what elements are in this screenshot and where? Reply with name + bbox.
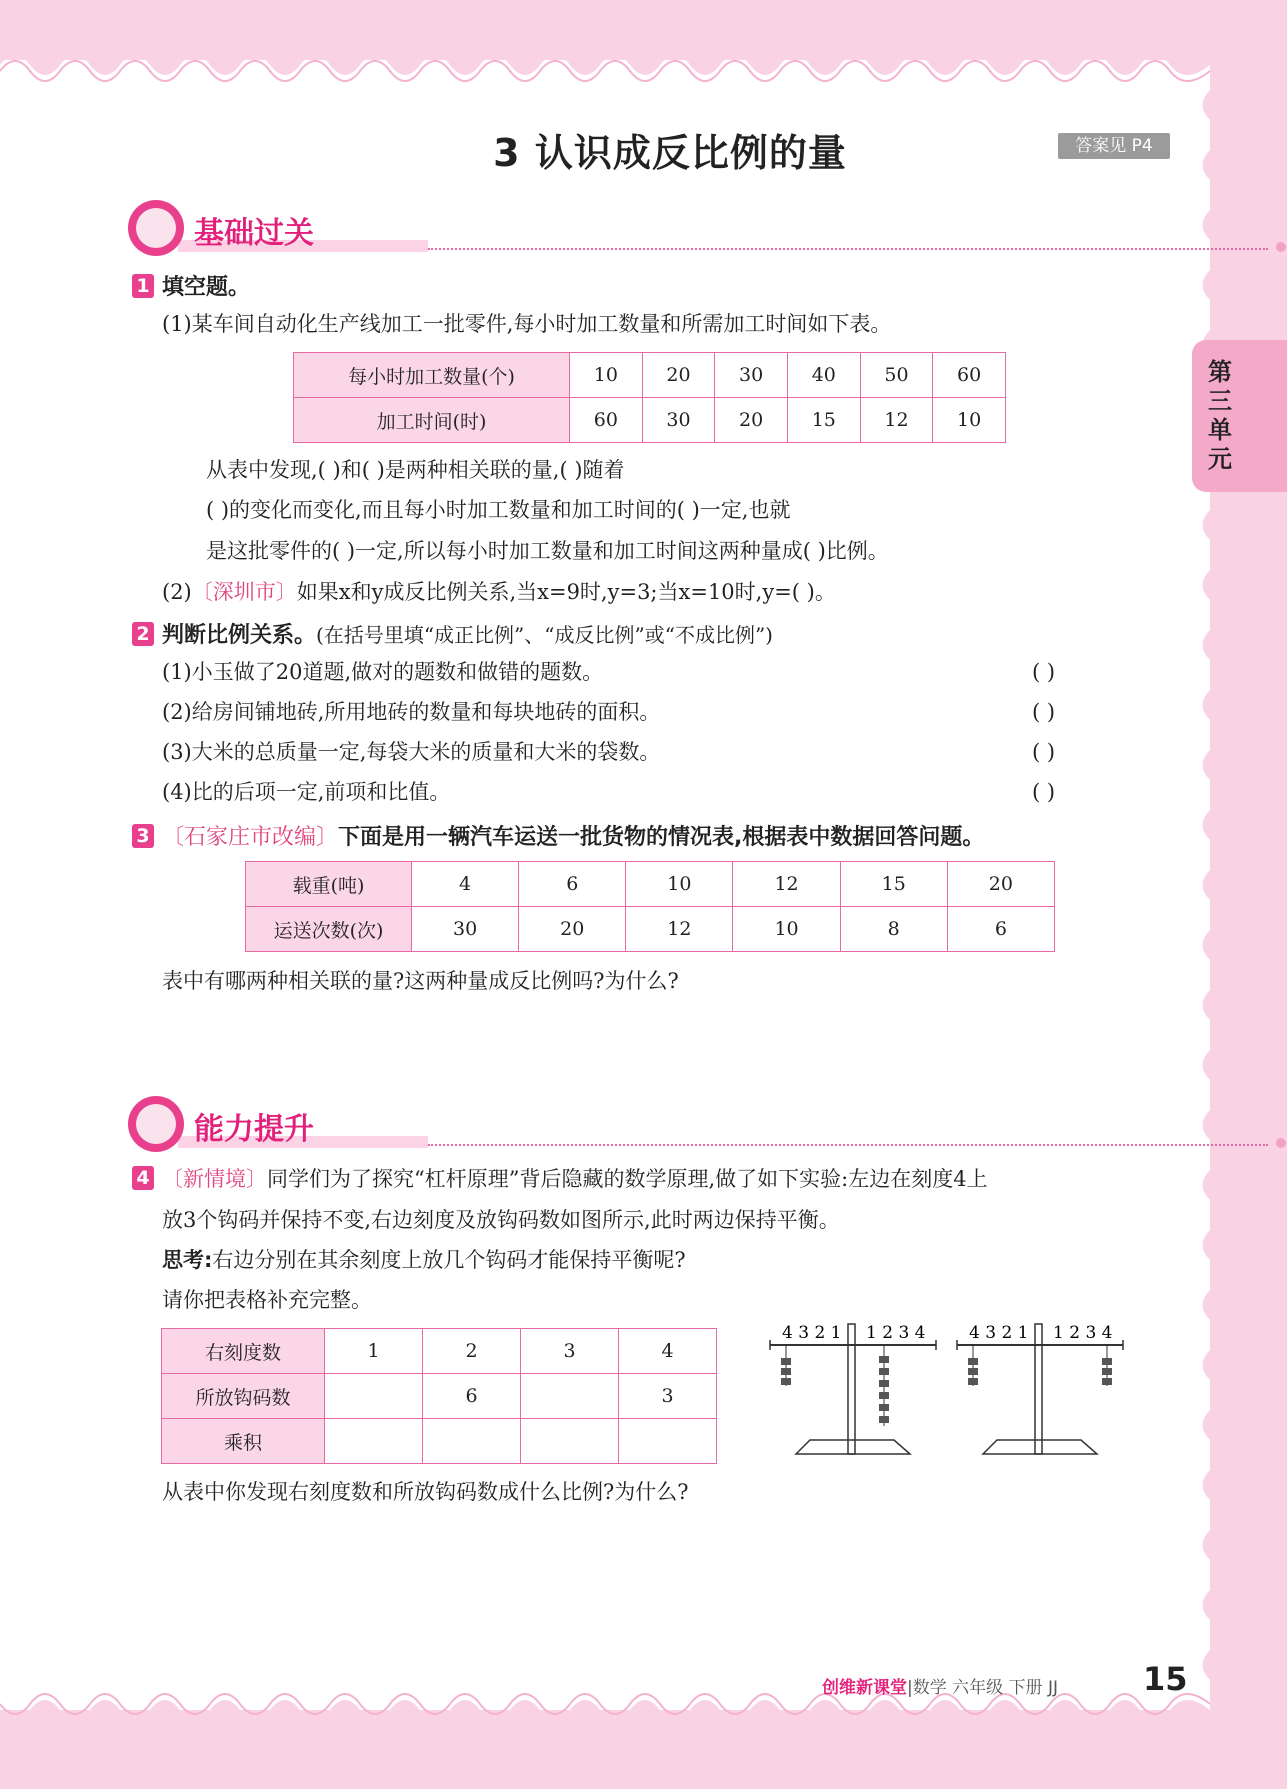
table-cell: 30: [715, 353, 788, 398]
lever-scale-right: 1 2 3 4: [1053, 1323, 1113, 1343]
dotted-divider: [428, 1144, 1268, 1146]
mascot-icon: [128, 1096, 184, 1152]
answer-cell[interactable]: [325, 1374, 423, 1419]
table-row-header: 所放钩码数: [162, 1374, 325, 1419]
table-cell: 4: [412, 862, 519, 907]
table-cell: 10: [933, 398, 1006, 443]
lever-diagram-1: [768, 1308, 948, 1458]
question-number: 2: [132, 622, 154, 646]
answer-cell[interactable]: [423, 1419, 521, 1464]
table-cell: 60: [933, 353, 1006, 398]
table-row-header: 右刻度数: [162, 1329, 325, 1374]
source-tag: 〔石家庄市改编〕: [162, 825, 339, 850]
question-number: 4: [132, 1166, 154, 1190]
q1-fill-line-3: 是这批零件的( )一定,所以每小时加工数量和加工时间这两种量成( )比例。: [206, 539, 889, 563]
answer-cell[interactable]: [521, 1374, 619, 1419]
source-tag: 〔新情境〕: [162, 1167, 267, 1191]
q3-question: 表中有哪两种相关联的量?这两种量成反比例吗?为什么?: [162, 969, 679, 993]
q2-item-4: (4)比的后项一定,前项和比值。: [162, 780, 451, 804]
answer-blank[interactable]: ( ): [1032, 740, 1056, 764]
section-title: 能力提升: [194, 1112, 314, 1147]
answer-blank[interactable]: ( ): [1032, 700, 1056, 724]
q4-think: 思考:右边分别在其余刻度上放几个钩码才能保持平衡呢?: [162, 1248, 686, 1272]
q2-item-3: (3)大米的总质量一定,每袋大米的质量和大米的袋数。: [162, 740, 661, 764]
table-cell: 20: [947, 862, 1054, 907]
page-title: 3 认识成反比例的量: [493, 131, 847, 175]
table-cell: 3: [619, 1374, 717, 1419]
question-2-title: 2 判断比例关系。(在括号里填“成正比例”、“成反比例”或“不成比例”): [132, 618, 773, 649]
table-row-header: 加工时间(时): [294, 398, 570, 443]
q4-instruction: 请你把表格补充完整。: [162, 1288, 372, 1312]
table-cell: 4: [619, 1329, 717, 1374]
lever-scale-left: 4 3 2 1: [969, 1323, 1029, 1343]
table-cell: 6: [423, 1374, 521, 1419]
answer-blank[interactable]: ( ): [1032, 660, 1056, 684]
table-cell: 10: [626, 862, 733, 907]
table-cell: 50: [860, 353, 933, 398]
table-cell: 40: [787, 353, 860, 398]
table-cell: 1: [325, 1329, 423, 1374]
source-tag: 〔深圳市〕: [191, 580, 297, 604]
table-cell: 10: [733, 907, 840, 952]
q1-table: [293, 352, 1006, 443]
table-cell: 30: [642, 398, 715, 443]
table-cell: 15: [840, 862, 947, 907]
bubble-dot-icon: [1276, 242, 1286, 252]
answer-cell[interactable]: [325, 1419, 423, 1464]
q4-question: 从表中你发现右刻度数和所放钩码数成什么比例?为什么?: [162, 1480, 689, 1504]
table-cell: 20: [519, 907, 626, 952]
q3-table: [245, 861, 1055, 952]
table-cell: 15: [787, 398, 860, 443]
q1-part1-intro: (1)某车间自动化生产线加工一批零件,每小时加工数量和所需加工时间如下表。: [162, 312, 892, 336]
q1-fill-line-2: ( )的变化而变化,而且每小时加工数量和加工时间的( )一定,也就: [206, 498, 791, 522]
section-title: 基础过关: [194, 216, 314, 251]
table-cell: 12: [733, 862, 840, 907]
table-cell: 2: [423, 1329, 521, 1374]
q4-table: [161, 1328, 717, 1464]
question-number: 3: [132, 824, 154, 848]
unit-tab-label: 第三单元: [1208, 358, 1232, 473]
q1-fill-line-1: 从表中发现,( )和( )是两种相关联的量,( )随着: [206, 458, 625, 482]
answer-blank[interactable]: ( ): [1032, 780, 1056, 804]
page-number: 15: [1143, 1660, 1188, 1698]
section-header-advanced: [128, 1096, 1168, 1156]
table-row-header: 载重(吨): [246, 862, 412, 907]
table-cell: 30: [412, 907, 519, 952]
lever-scale-left: 4 3 2 1: [782, 1323, 842, 1343]
q1-part2: (2)〔深圳市〕如果x和y成反比例关系,当x=9时,y=3;当x=10时,y=( )。: [162, 580, 836, 604]
table-cell: 3: [521, 1329, 619, 1374]
table-row-header: 乘积: [162, 1419, 325, 1464]
table-cell: 6: [947, 907, 1054, 952]
section-header-basic: [128, 200, 1168, 260]
dotted-divider: [428, 248, 1268, 250]
q2-item-2: (2)给房间铺地砖,所用地砖的数量和每块地砖的面积。: [162, 700, 661, 724]
unit-side-tab: [1192, 340, 1287, 492]
bubble-dot-icon: [1276, 1138, 1286, 1148]
q2-item-1: (1)小玉做了20道题,做对的题数和做错的题数。: [162, 660, 604, 684]
lever-scale-right: 1 2 3 4: [866, 1323, 926, 1343]
footer-brand: 创维新课堂|数学 六年级 下册 JJ: [822, 1678, 1058, 1698]
question-3-title: 3 〔石家庄市改编〕下面是用一辆汽车运送一批货物的情况表,根据表中数据回答问题。: [132, 820, 984, 851]
answer-cell[interactable]: [521, 1419, 619, 1464]
table-cell: 20: [642, 353, 715, 398]
table-cell: 8: [840, 907, 947, 952]
table-cell: 12: [626, 907, 733, 952]
lever-diagram-2: [955, 1308, 1135, 1458]
book-info: 数学 六年级 下册 JJ: [912, 1678, 1058, 1698]
mascot-icon: [128, 200, 184, 256]
table-row-header: 每小时加工数量(个): [294, 353, 570, 398]
table-cell: 10: [570, 353, 643, 398]
table-cell: 6: [519, 862, 626, 907]
table-cell: 60: [570, 398, 643, 443]
question-1-title: 1 填空题。: [132, 270, 250, 301]
table-cell: 12: [860, 398, 933, 443]
q4-line-1: 4 〔新情境〕同学们为了探究“杠杆原理”背后隐藏的数学原理,做了如下实验:左边在刻度4上: [132, 1165, 988, 1193]
table-row-header: 运送次数(次): [246, 907, 412, 952]
answer-reference-badge: 答案见 P4: [1058, 133, 1170, 159]
q4-line-2: 放3个钩码并保持不变,右边刻度及放钩码数如图所示,此时两边保持平衡。: [162, 1208, 840, 1232]
table-cell: 20: [715, 398, 788, 443]
answer-cell[interactable]: [619, 1419, 717, 1464]
question-number: 1: [132, 274, 154, 298]
brand-name: 创维新课堂: [822, 1678, 907, 1698]
